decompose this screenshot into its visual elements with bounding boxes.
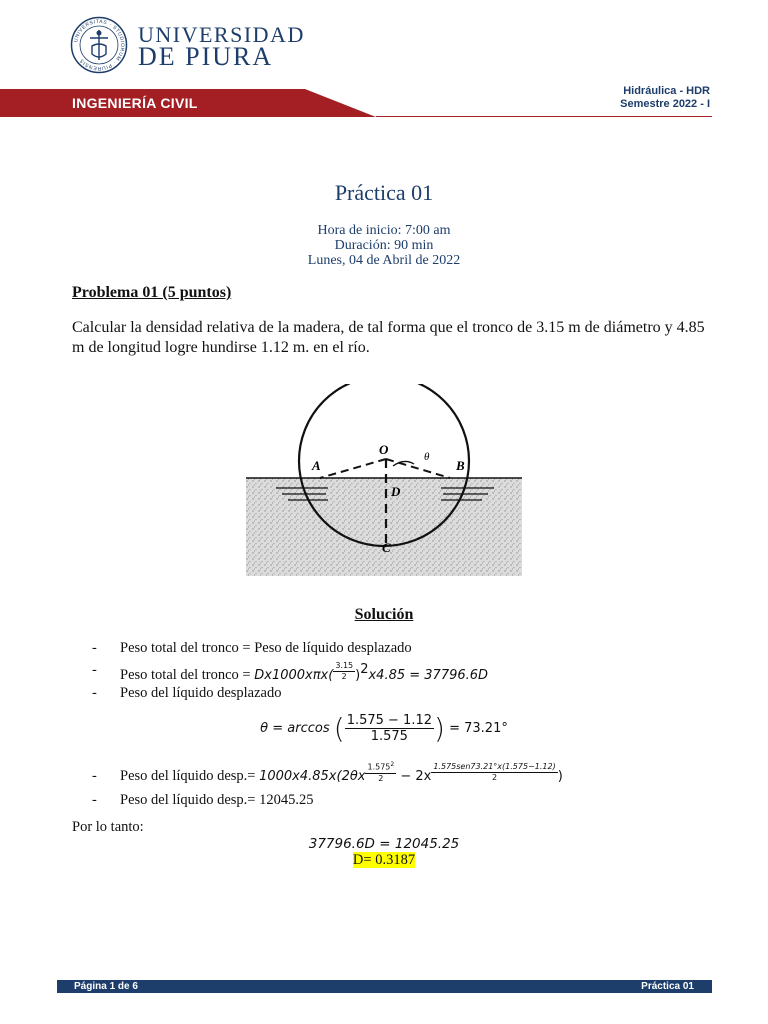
- course-info: [620, 85, 710, 111]
- footer-doc-title: Práctica 01: [641, 981, 694, 992]
- svg-text:UNIVERSITAS · STUDIORUM · PIUR: UNIVERSITAS · STUDIORUM · PIURENSIS: [73, 18, 126, 72]
- water-region: [246, 478, 522, 576]
- label-d: D: [391, 484, 401, 499]
- answer: [0, 852, 768, 869]
- radius-oa: [320, 459, 386, 478]
- page-number: Página 1 de 6: [74, 981, 138, 992]
- solution-heading: Solución: [354, 606, 414, 623]
- course-name: Hidráulica - HDR: [623, 85, 710, 97]
- university-name-line1: UNIVERSIDAD: [138, 22, 305, 47]
- label-b: B: [456, 458, 465, 473]
- document-title: Práctica 01: [334, 180, 434, 205]
- start-time: Hora de inicio: 7:00 am: [317, 223, 451, 238]
- semester: Semestre 2022 - I: [620, 98, 710, 110]
- answer-highlight: D= 0.3187: [352, 852, 416, 868]
- label-a: A: [312, 458, 321, 473]
- university-seal-logo: [70, 16, 128, 74]
- label-theta: θ: [424, 451, 430, 463]
- final-equation: 37796.6D = 12045.25: [308, 836, 460, 852]
- log-in-river-diagram: [246, 384, 522, 576]
- footer-band: [57, 980, 712, 993]
- problem-statement: Calcular la densidad relativa de la madera, de tal forma que el tronco de 3.15 m de diámetro y 4.85 m de longitud logre hundirse 1.12 m. en el río.: [72, 319, 705, 356]
- radius-ob: [386, 459, 450, 478]
- label-c: C: [382, 540, 391, 555]
- university-name-line2: DE PIURA: [138, 42, 274, 71]
- theta-equation: θ = arccos ( $\frac{1.575 - 1.12}{1.575}$ ) = 73.21°: [260, 712, 508, 745]
- duration: Duración: 90 min: [334, 238, 434, 253]
- faculty-label: INGENIERÍA CIVIL: [72, 95, 198, 111]
- conclusion-label: Por lo tanto:: [72, 819, 144, 835]
- label-o: O: [379, 442, 389, 457]
- exam-date: Lunes, 04 de Abril de 2022: [307, 253, 461, 268]
- problem-heading: Problema 01 (5 puntos): [72, 284, 232, 301]
